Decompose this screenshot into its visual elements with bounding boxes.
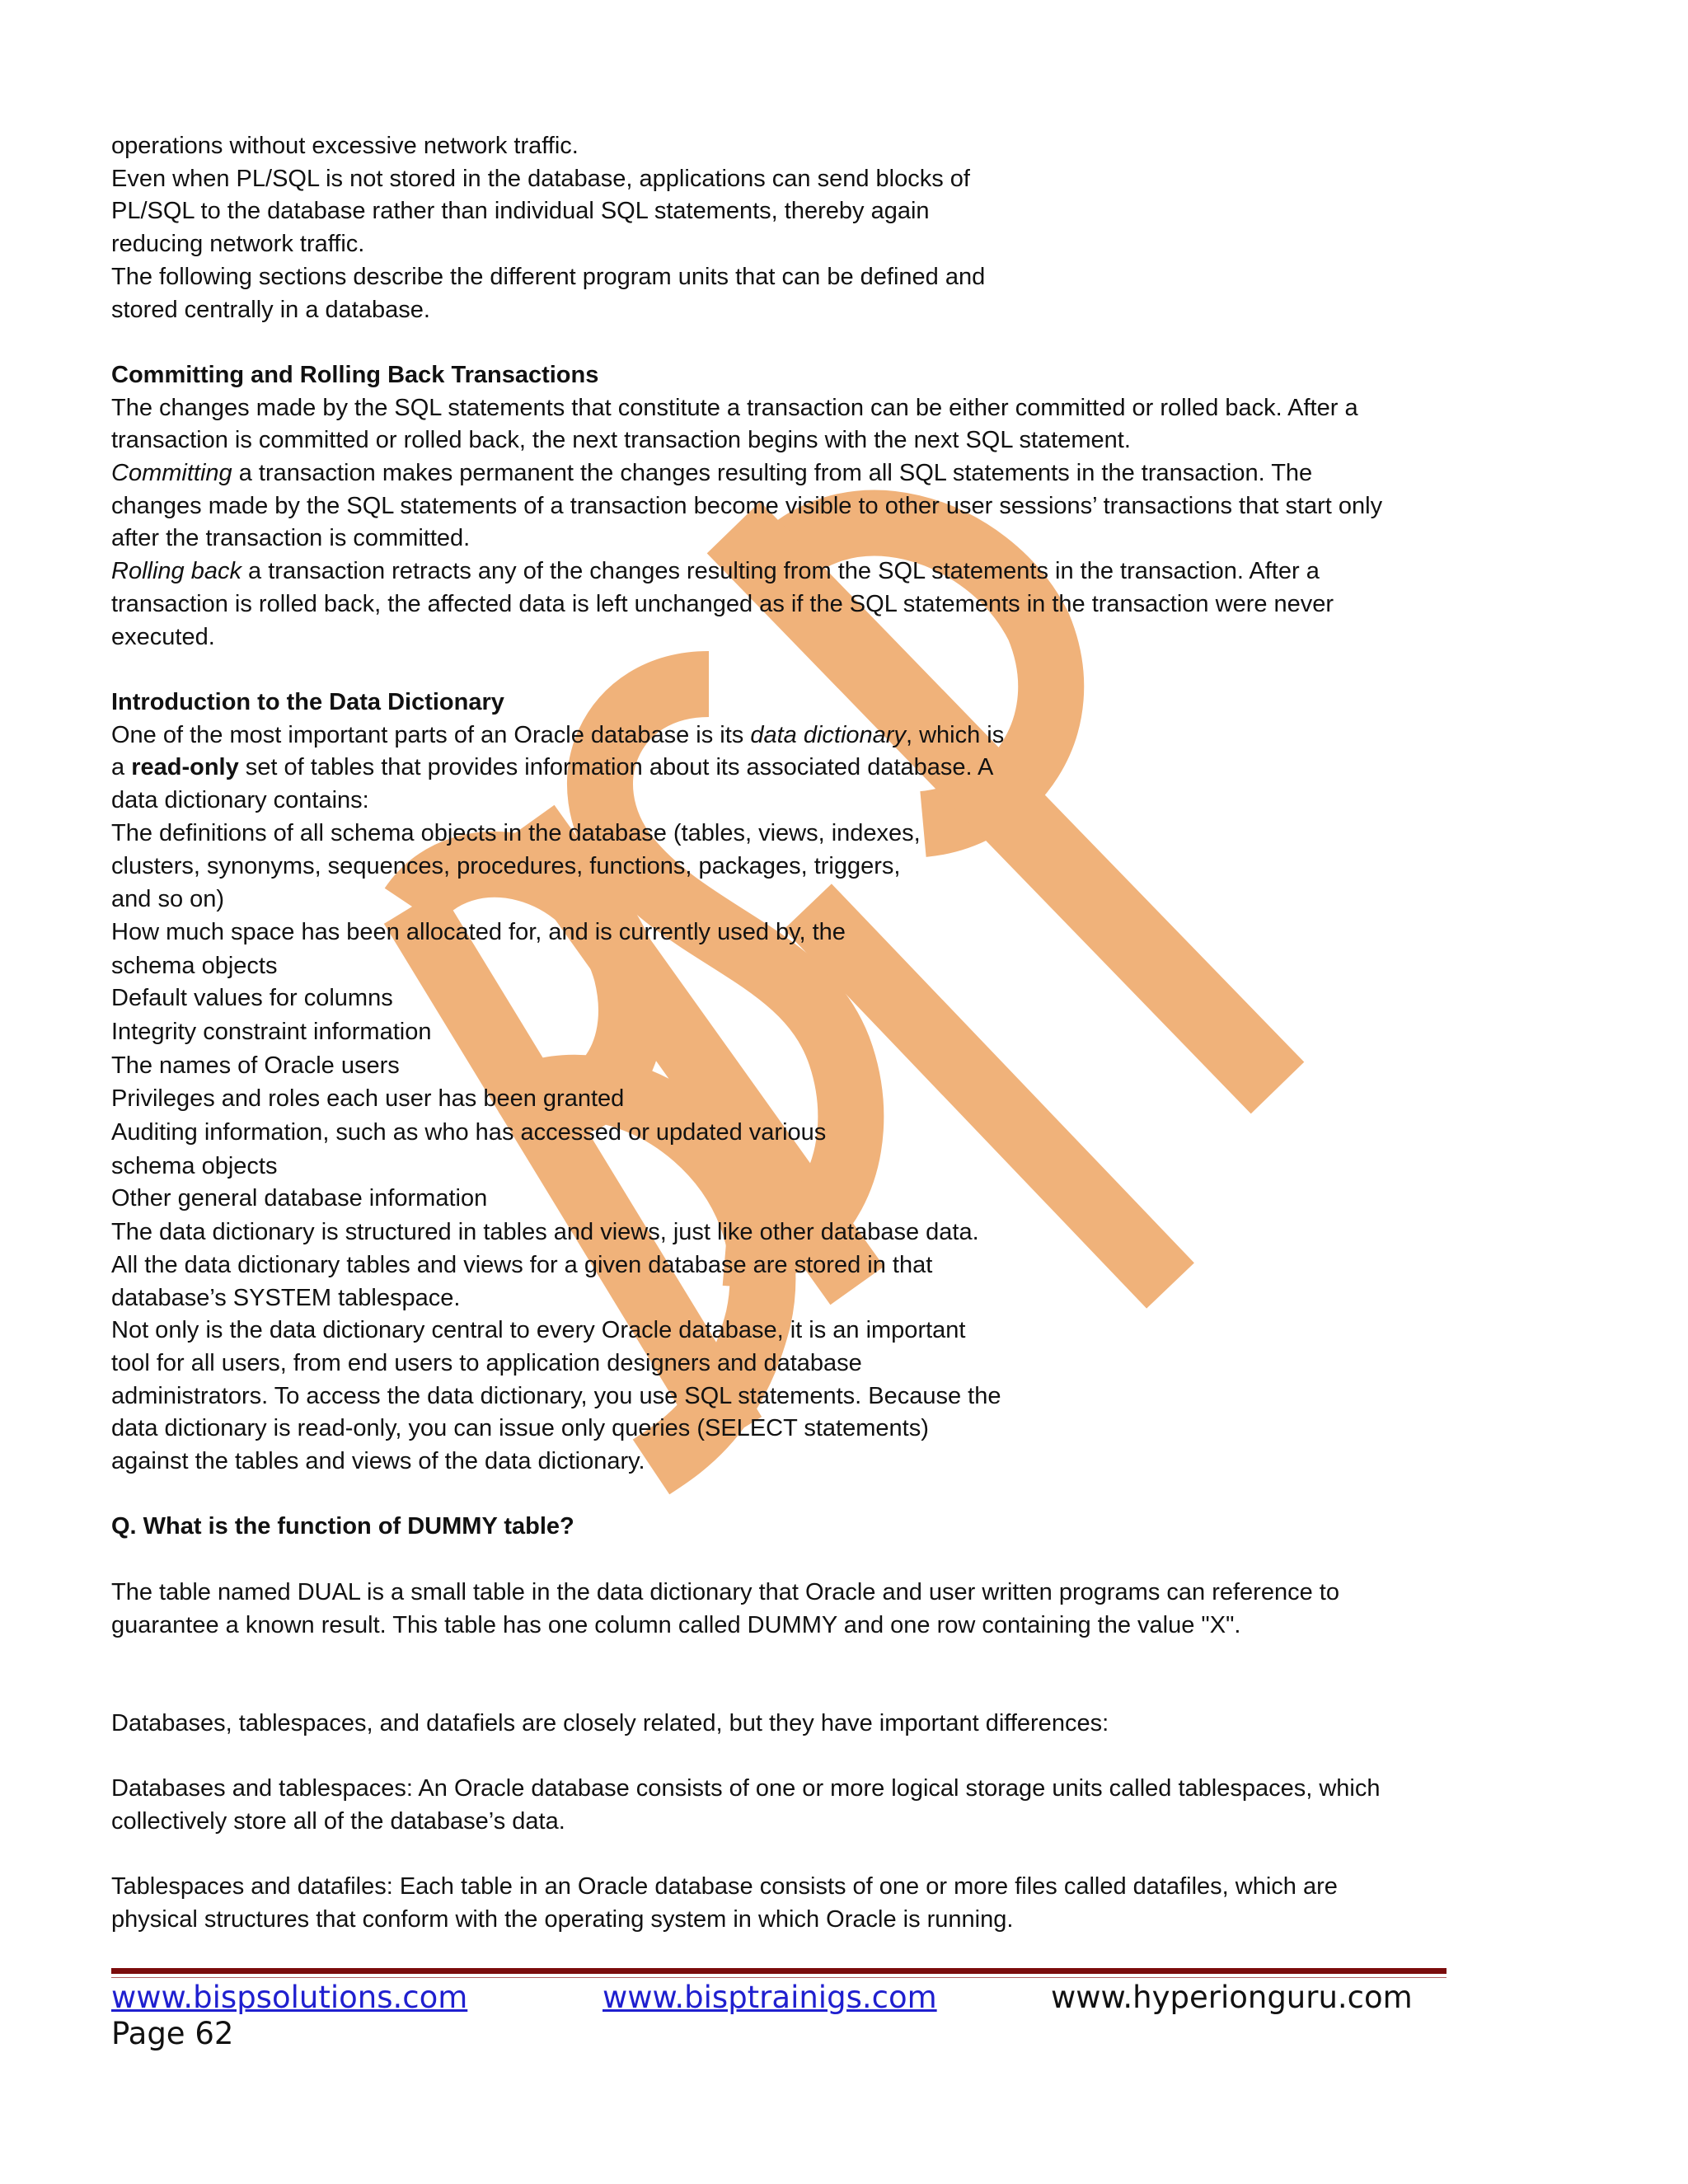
page-content	[111, 130, 1447, 1937]
commit-line: The changes made by the SQL statements that constitute a transaction can be either committed or rolled back. After a	[111, 394, 1358, 421]
term-committing: Committing	[111, 460, 232, 487]
dictionary-closing-line: The data dictionary is structured in tables and views, just like other database data.	[111, 1219, 979, 1246]
committing-line: after the transaction is committed.	[111, 525, 471, 552]
intro-line: stored centrally in a database.	[111, 296, 430, 323]
storage-line: Tablespaces and datafiles: Each table in an Oracle database consists of one or more files called datafiles, which are	[111, 1873, 1338, 1900]
rolling-line: executed.	[111, 623, 215, 650]
bullet-text: and so on)	[111, 886, 225, 913]
intro-line: reducing network traffic.	[111, 231, 365, 258]
commit-line: transaction is committed or rolled back, the next transaction begins with the next SQL statement.	[111, 427, 1131, 454]
spacer	[111, 1642, 1447, 1675]
dictionary-bullet-item	[111, 851, 1447, 883]
storage-line: physical structures that conform with the operating system in which Oracle is running.	[111, 1905, 1014, 1933]
dictionary-bullet-item	[111, 950, 1447, 983]
dictionary-bullet-item	[111, 1117, 1447, 1151]
question-dummy-table: Q. What is the function of DUMMY table?	[111, 1513, 574, 1540]
dictionary-bullet-item	[111, 1016, 1447, 1050]
dictionary-bullet-item	[111, 1183, 1447, 1216]
term-data-dictionary: data dictionary	[750, 721, 906, 748]
spacer	[111, 1675, 1447, 1708]
section-title-dictionary: Introduction to the Data Dictionary	[111, 688, 504, 715]
dictionary-closing-line: database’s SYSTEM tablespace.	[111, 1284, 461, 1311]
dictionary-closing-line: All the data dictionary tables and views for a given database are stored in that	[111, 1251, 933, 1278]
committing-line: changes made by the SQL statements of a transaction become visible to other user sessions’ transactions that start only	[111, 492, 1383, 519]
dictionary-line	[111, 719, 1447, 752]
dictionary-bullet-item	[111, 1050, 1447, 1084]
spacer	[111, 1740, 1447, 1773]
rolling-line: transaction is rolled back, the affected data is left unchanged as if the SQL statements in the transaction were never	[111, 590, 1334, 617]
intro-line: PL/SQL to the database rather than individual SQL statements, thereby again	[111, 198, 930, 225]
dictionary-closing-line: data dictionary is read-only, you can issue only queries (SELECT statements)	[111, 1415, 929, 1442]
bullet-text: schema objects	[111, 1152, 278, 1179]
dictionary-bullet-item	[111, 818, 1447, 851]
dictionary-closing-line: Not only is the data dictionary central to every Oracle database, it is an important	[111, 1317, 966, 1344]
footer-link-bisptrainigs[interactable]: www.bisptrainigs.com	[603, 1980, 937, 2015]
storage-line: Databases and tablespaces: An Oracle database consists of one or more logical storage units called tablespaces, which	[111, 1775, 1381, 1802]
footer-text-hyperionguru: www.hyperionguru.com	[1051, 1980, 1413, 2015]
dictionary-closing	[111, 1216, 1447, 1479]
bullet-text: Auditing information, such as who has accessed or updated various	[111, 1119, 827, 1146]
bullet-text: The names of Oracle users	[111, 1052, 400, 1079]
dictionary-text: a	[111, 754, 132, 781]
intro-line: The following sections describe the different program units that can be defined and	[111, 263, 986, 290]
footer-rule-thick	[111, 1968, 1447, 1974]
dictionary-line: data dictionary contains:	[111, 787, 369, 814]
dictionary-bullet-item	[111, 1083, 1447, 1117]
dummy-line: The table named DUAL is a small table in the data dictionary that Oracle and user written programs can reference to	[111, 1578, 1339, 1605]
dictionary-closing-line: administrators. To access the data dictionary, you use SQL statements. Because the	[111, 1382, 1001, 1409]
dictionary-line	[111, 752, 1447, 785]
dictionary-bullet-item	[111, 916, 1447, 950]
rolling-text: a transaction retracts any of the changes resulting from the SQL statements in the transaction. After a	[241, 558, 1320, 585]
dictionary-bullet-item	[111, 883, 1447, 916]
dictionary-text: set of tables that provides information about its associated database. A	[238, 754, 994, 781]
rolling-line	[111, 555, 1447, 588]
term-rolling-back: Rolling back	[111, 558, 241, 585]
footer-divider	[111, 1968, 1447, 1978]
spacer	[111, 1544, 1447, 1577]
spacer	[111, 1479, 1447, 1511]
footer-rule-thin	[111, 1977, 1447, 1978]
bullet-text: Default values for columns	[111, 985, 393, 1012]
dictionary-closing-line: tool for all users, from end users to application designers and database	[111, 1349, 862, 1376]
bullet-text: How much space has been allocated for, and is currently used by, the	[111, 918, 846, 945]
committing-text: a transaction makes permanent the changes resulting from all SQL statements in the transaction. The	[232, 460, 1313, 487]
dictionary-bullet-list	[111, 818, 1447, 1216]
committing-line	[111, 457, 1447, 490]
bullet-text: Other general database information	[111, 1185, 488, 1212]
page-number: Page 62	[111, 2016, 234, 2051]
dictionary-text: , which is	[905, 721, 1005, 748]
term-read-only: read-only	[131, 754, 239, 781]
storage-intro: Databases, tablespaces, and datafiels are closely related, but they have important differences:	[111, 1709, 1109, 1736]
footer-link-bispsolutions[interactable]: www.bispsolutions.com	[111, 1980, 468, 2015]
storage-line: collectively store all of the database’s data.	[111, 1807, 565, 1835]
intro-line: Even when PL/SQL is not stored in the database, applications can send blocks of	[111, 165, 970, 192]
bullet-text: Integrity constraint information	[111, 1018, 432, 1045]
dictionary-bullet-item	[111, 1151, 1447, 1183]
bullet-text: schema objects	[111, 952, 278, 979]
dummy-line: guarantee a known result. This table has one column called DUMMY and one row containing the value "X".	[111, 1611, 1241, 1638]
intro-line: operations without excessive network traffic.	[111, 133, 579, 159]
spacer	[111, 654, 1447, 687]
bullet-text: clusters, synonyms, sequences, procedures, functions, packages, triggers,	[111, 853, 901, 880]
dictionary-text: One of the most important parts of an Oracle database is its	[111, 721, 751, 748]
spacer	[111, 1838, 1447, 1871]
section-title-commit: Committing and Rolling Back Transactions	[111, 361, 599, 388]
bullet-text: The definitions of all schema objects in the database (tables, views, indexes,	[111, 819, 921, 846]
dictionary-closing-line: against the tables and views of the data dictionary.	[111, 1448, 645, 1475]
spacer	[111, 326, 1447, 359]
bullet-text: Privileges and roles each user has been granted	[111, 1085, 625, 1113]
dictionary-bullet-item	[111, 982, 1447, 1016]
